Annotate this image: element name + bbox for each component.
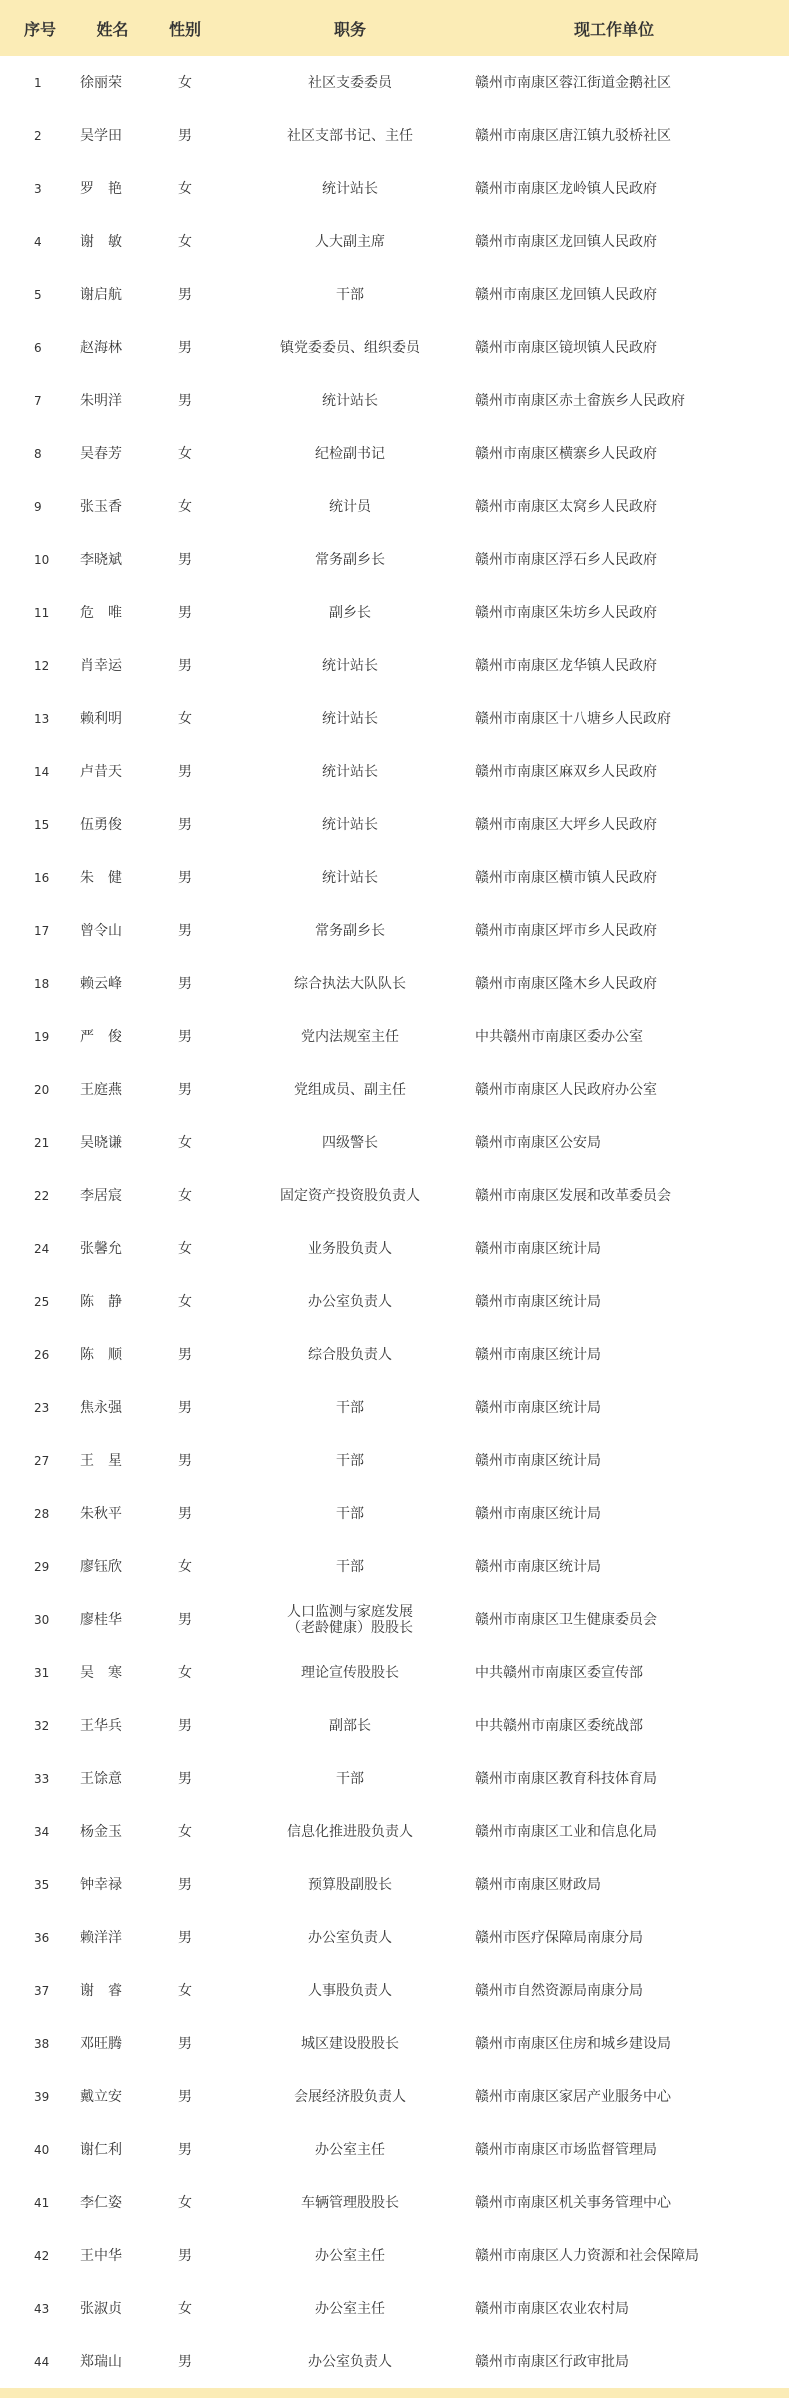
cell-gender: 男 [178, 2035, 192, 2052]
cell-gender: 男 [178, 1611, 192, 1628]
table-row [0, 1381, 789, 1434]
cell-no: 5 [34, 287, 42, 302]
cell-no: 18 [34, 976, 50, 991]
cell-no: 13 [34, 711, 50, 726]
cell-unit: 中共赣州市南康区委宣传部 [475, 1664, 643, 1681]
cell-no: 42 [34, 2248, 50, 2263]
cell-unit: 赣州市南康区赤土畲族乡人民政府 [475, 392, 685, 409]
table-row [0, 1434, 789, 1487]
cell-duty: 办公室主任 [315, 2141, 385, 2158]
cell-name: 焦永强 [80, 1399, 122, 1416]
cell-unit: 赣州市医疗保障局南康分局 [475, 1929, 643, 1946]
header-duty: 职务 [333, 19, 366, 39]
table-row [0, 2017, 789, 2070]
cell-gender: 女 [178, 1982, 192, 1999]
table-row [0, 851, 789, 904]
cell-name: 赖利明 [80, 710, 122, 727]
cell-unit: 赣州市南康区统计局 [475, 1240, 601, 1257]
cell-no: 23 [34, 1400, 50, 1415]
cell-no: 19 [34, 1029, 50, 1044]
table-row [0, 215, 789, 268]
cell-unit: 赣州市南康区朱坊乡人民政府 [475, 604, 657, 621]
cell-no: 39 [34, 2089, 50, 2104]
cell-no: 20 [34, 1082, 50, 1097]
cell-name: 杨金玉 [80, 1823, 122, 1840]
table-header [0, 0, 789, 56]
table-row [0, 2282, 789, 2335]
table-row [0, 374, 789, 427]
cell-no: 15 [34, 817, 50, 832]
cell-duty: 业务股负责人 [308, 1240, 392, 1257]
table-row [0, 1222, 789, 1275]
cell-gender: 男 [178, 2353, 192, 2370]
table-body [0, 56, 789, 2388]
cell-duty: 社区支部书记、主任 [287, 127, 413, 144]
cell-gender: 男 [178, 869, 192, 886]
cell-no: 4 [34, 234, 42, 249]
cell-duty: 办公室负责人 [308, 1929, 392, 1946]
cell-duty: 社区支委委员 [308, 74, 392, 91]
cell-duty: 常务副乡长 [315, 922, 385, 939]
cell-duty: 会展经济股负责人 [294, 2088, 406, 2105]
cell-unit: 赣州市南康区太窝乡人民政府 [475, 498, 657, 515]
cell-gender: 男 [178, 1505, 192, 1522]
cell-name: 吴春芳 [80, 445, 122, 462]
table-row [0, 1964, 789, 2017]
cell-gender: 女 [178, 445, 192, 462]
cell-duty: 统计站长 [322, 710, 378, 727]
cell-gender: 男 [178, 1929, 192, 1946]
cell-duty: 办公室主任 [315, 2300, 385, 2317]
cell-gender: 男 [178, 2141, 192, 2158]
cell-unit: 赣州市南康区行政审批局 [475, 2353, 629, 2370]
cell-duty: 常务副乡长 [315, 551, 385, 568]
cell-unit: 赣州市南康区坪市乡人民政府 [475, 922, 657, 939]
cell-gender: 女 [178, 233, 192, 250]
cell-duty: 干部 [336, 1452, 364, 1469]
cell-no: 32 [34, 1718, 50, 1733]
cell-name: 罗 艳 [80, 180, 122, 197]
cell-no: 16 [34, 870, 50, 885]
cell-gender: 男 [178, 657, 192, 674]
cell-gender: 男 [178, 2088, 192, 2105]
cell-name: 王 星 [80, 1452, 122, 1469]
cell-unit: 赣州市南康区工业和信息化局 [475, 1823, 657, 1840]
cell-no: 30 [34, 1612, 50, 1627]
cell-duty: 干部 [336, 1399, 364, 1416]
cell-gender: 男 [178, 2247, 192, 2264]
cell-unit: 赣州市南康区市场监督管理局 [475, 2141, 657, 2158]
cell-name: 谢仁利 [80, 2141, 122, 2158]
cell-no: 37 [34, 1983, 50, 1998]
cell-duty: 综合执法大队队长 [294, 975, 406, 992]
cell-no: 3 [34, 181, 42, 196]
cell-duty: 统计站长 [322, 657, 378, 674]
cell-no: 31 [34, 1665, 50, 1680]
table-row [0, 268, 789, 321]
cell-duty: 固定资产投资股负责人 [280, 1187, 420, 1204]
cell-gender: 男 [178, 1452, 192, 1469]
cell-no: 6 [34, 340, 42, 355]
table-row [0, 1858, 789, 1911]
table-row [0, 1646, 789, 1699]
cell-name: 廖桂华 [80, 1611, 122, 1628]
table-row [0, 1116, 789, 1169]
cell-no: 36 [34, 1930, 50, 1945]
cell-no: 25 [34, 1294, 50, 1309]
cell-duty: 人口监测与家庭发展 （老龄健康）股股长 [287, 1603, 413, 1636]
cell-unit: 赣州市南康区财政局 [475, 1876, 601, 1893]
cell-gender: 男 [178, 551, 192, 568]
cell-no: 38 [34, 2036, 50, 2051]
cell-no: 2 [34, 128, 42, 143]
cell-duty: 干部 [336, 1770, 364, 1787]
cell-gender: 男 [178, 1028, 192, 1045]
cell-gender: 女 [178, 1823, 192, 1840]
cell-name: 严 俊 [80, 1028, 122, 1045]
header-no: 序号 [23, 19, 56, 39]
cell-name: 朱秋平 [80, 1505, 122, 1522]
table-row [0, 2229, 789, 2282]
cell-gender: 女 [178, 1293, 192, 1310]
table-row [0, 162, 789, 215]
cell-gender: 男 [178, 339, 192, 356]
table-row [0, 1328, 789, 1381]
cell-duty: 副部长 [329, 1717, 371, 1734]
table-row [0, 1805, 789, 1858]
cell-unit: 赣州市南康区统计局 [475, 1452, 601, 1469]
cell-unit: 赣州市南康区麻双乡人民政府 [475, 763, 657, 780]
cell-name: 张玉香 [80, 498, 122, 515]
cell-name: 陈 顺 [80, 1346, 122, 1363]
cell-name: 钟幸禄 [80, 1876, 122, 1893]
cell-duty: 副乡长 [329, 604, 371, 621]
cell-duty: 统计站长 [322, 816, 378, 833]
cell-gender: 男 [178, 1081, 192, 1098]
cell-name: 郑瑞山 [80, 2353, 122, 2370]
cell-duty: 四级警长 [322, 1134, 378, 1151]
cell-name: 朱明洋 [80, 392, 122, 409]
cell-duty: 车辆管理股股长 [301, 2194, 399, 2211]
table-row [0, 1169, 789, 1222]
cell-gender: 女 [178, 1134, 192, 1151]
cell-name: 张淑贞 [80, 2300, 122, 2317]
cell-unit: 赣州市南康区大坪乡人民政府 [475, 816, 657, 833]
cell-name: 王华兵 [80, 1717, 122, 1734]
cell-name: 谢 睿 [80, 1982, 122, 1999]
cell-name: 吴学田 [80, 127, 122, 144]
cell-unit: 赣州市南康区镜坝镇人民政府 [475, 339, 657, 356]
table-row [0, 1275, 789, 1328]
table-row [0, 109, 789, 162]
table-row [0, 321, 789, 374]
cell-unit: 赣州市南康区住房和城乡建设局 [475, 2035, 671, 2052]
cell-name: 李晓斌 [80, 551, 122, 568]
cell-no: 26 [34, 1347, 50, 1362]
cell-no: 12 [34, 658, 50, 673]
table-row [0, 480, 789, 533]
cell-unit: 赣州市南康区机关事务管理中心 [475, 2194, 671, 2211]
cell-no: 21 [34, 1135, 50, 1150]
cell-no: 27 [34, 1453, 50, 1468]
cell-unit: 赣州市南康区横寨乡人民政府 [475, 445, 657, 462]
cell-duty: 办公室负责人 [308, 2353, 392, 2370]
cell-duty: 人大副主席 [315, 233, 385, 250]
cell-unit: 赣州市南康区龙回镇人民政府 [475, 233, 657, 250]
cell-duty: 干部 [336, 286, 364, 303]
table-row [0, 1063, 789, 1116]
cell-gender: 男 [178, 392, 192, 409]
cell-no: 22 [34, 1188, 50, 1203]
cell-name: 谢启航 [80, 286, 122, 303]
cell-name: 徐丽荣 [80, 74, 122, 91]
cell-name: 曾令山 [80, 922, 122, 939]
cell-duty: 纪检副书记 [315, 445, 385, 462]
cell-unit: 赣州市南康区唐江镇九驳桥社区 [475, 127, 671, 144]
cell-gender: 男 [178, 975, 192, 992]
cell-unit: 赣州市南康区农业农村局 [475, 2300, 629, 2317]
cell-unit: 赣州市南康区人力资源和社会保障局 [475, 2247, 699, 2264]
cell-no: 17 [34, 923, 50, 938]
bottom-bar [0, 2388, 789, 2398]
cell-gender: 男 [178, 816, 192, 833]
table-row [0, 427, 789, 480]
cell-name: 戴立安 [80, 2088, 122, 2105]
cell-name: 肖幸运 [80, 657, 122, 674]
header-gender: 性别 [168, 19, 201, 39]
cell-gender: 女 [178, 1187, 192, 1204]
cell-no: 24 [34, 1241, 50, 1256]
cell-no: 35 [34, 1877, 50, 1892]
table-row [0, 1487, 789, 1540]
cell-gender: 女 [178, 1240, 192, 1257]
cell-unit: 赣州市南康区发展和改革委员会 [475, 1187, 671, 1204]
cell-no: 44 [34, 2354, 50, 2369]
cell-unit: 中共赣州市南康区委统战部 [475, 1717, 643, 1734]
cell-unit: 赣州市南康区统计局 [475, 1293, 601, 1310]
cell-no: 7 [34, 393, 42, 408]
table-row [0, 745, 789, 798]
cell-unit: 中共赣州市南康区委办公室 [475, 1028, 643, 1045]
cell-name: 吴晓谦 [80, 1134, 122, 1151]
table-row [0, 639, 789, 692]
cell-duty: 党内法规室主任 [301, 1028, 399, 1045]
cell-unit: 赣州市南康区统计局 [475, 1346, 601, 1363]
cell-name: 廖钰欣 [80, 1558, 122, 1575]
table-row [0, 2335, 789, 2388]
cell-gender: 女 [178, 180, 192, 197]
cell-name: 陈 静 [80, 1293, 122, 1310]
cell-name: 王中华 [80, 2247, 122, 2264]
cell-no: 34 [34, 1824, 50, 1839]
cell-duty: 综合股负责人 [308, 1346, 392, 1363]
cell-duty: 预算股副股长 [308, 1876, 392, 1893]
cell-unit: 赣州市南康区浮石乡人民政府 [475, 551, 657, 568]
cell-name: 李仁姿 [80, 2194, 122, 2211]
cell-unit: 赣州市南康区龙回镇人民政府 [475, 286, 657, 303]
cell-name: 张馨允 [80, 1240, 122, 1257]
cell-unit: 赣州市南康区家居产业服务中心 [475, 2088, 671, 2105]
cell-no: 11 [34, 605, 50, 620]
cell-gender: 女 [178, 498, 192, 515]
cell-name: 赖洋洋 [80, 1929, 122, 1946]
cell-gender: 女 [178, 2194, 192, 2211]
cell-unit: 赣州市南康区公安局 [475, 1134, 601, 1151]
cell-duty: 统计站长 [322, 763, 378, 780]
table-row [0, 798, 789, 851]
cell-duty: 统计员 [329, 498, 371, 515]
cell-gender: 男 [178, 1399, 192, 1416]
cell-name: 吴 寒 [80, 1664, 122, 1681]
cell-duty: 城区建设股股长 [301, 2035, 399, 2052]
table-row [0, 904, 789, 957]
cell-no: 14 [34, 764, 50, 779]
cell-unit: 赣州市南康区隆木乡人民政府 [475, 975, 657, 992]
cell-no: 41 [34, 2195, 50, 2210]
cell-no: 40 [34, 2142, 50, 2157]
cell-name: 王馀意 [80, 1770, 122, 1787]
cell-name: 朱 健 [80, 869, 122, 886]
header-unit: 现工作单位 [574, 19, 655, 39]
table-row [0, 586, 789, 639]
table-row [0, 1911, 789, 1964]
cell-no: 1 [34, 75, 42, 90]
cell-duty: 统计站长 [322, 869, 378, 886]
table-row [0, 2070, 789, 2123]
cell-duty: 干部 [336, 1558, 364, 1575]
table-row [0, 2123, 789, 2176]
table-row [0, 1540, 789, 1593]
cell-gender: 女 [178, 710, 192, 727]
cell-duty: 办公室主任 [315, 2247, 385, 2264]
cell-name: 邓旺腾 [80, 2035, 122, 2052]
cell-duty: 镇党委委员、组织委员 [280, 339, 420, 356]
table-row [0, 56, 789, 109]
cell-unit: 赣州市南康区横市镇人民政府 [475, 869, 657, 886]
table-row [0, 957, 789, 1010]
table-row [0, 1699, 789, 1752]
cell-unit: 赣州市南康区统计局 [475, 1399, 601, 1416]
cell-gender: 女 [178, 74, 192, 91]
cell-gender: 女 [178, 1558, 192, 1575]
cell-gender: 男 [178, 1717, 192, 1734]
cell-unit: 赣州市南康区人民政府办公室 [475, 1081, 657, 1098]
cell-unit: 赣州市南康区十八塘乡人民政府 [475, 710, 671, 727]
cell-duty: 办公室负责人 [308, 1293, 392, 1310]
cell-gender: 男 [178, 763, 192, 780]
cell-name: 赖云峰 [80, 975, 122, 992]
cell-no: 33 [34, 1771, 50, 1786]
cell-duty: 统计站长 [322, 392, 378, 409]
cell-duty: 统计站长 [322, 180, 378, 197]
header-name: 姓名 [96, 19, 129, 39]
cell-unit: 赣州市南康区龙岭镇人民政府 [475, 180, 657, 197]
cell-name: 危 唯 [80, 604, 122, 621]
header-row [0, 0, 789, 56]
cell-gender: 男 [178, 604, 192, 621]
table-row [0, 1593, 789, 1646]
table-row [0, 692, 789, 745]
cell-duty: 信息化推进股负责人 [287, 1823, 413, 1840]
cell-unit: 赣州市自然资源局南康分局 [475, 1982, 643, 1999]
cell-unit: 赣州市南康区卫生健康委员会 [475, 1611, 657, 1628]
cell-no: 9 [34, 499, 42, 514]
cell-gender: 女 [178, 2300, 192, 2317]
cell-duty: 干部 [336, 1505, 364, 1522]
cell-no: 43 [34, 2301, 50, 2316]
cell-duty: 党组成员、副主任 [294, 1081, 406, 1098]
cell-gender: 女 [178, 1664, 192, 1681]
cell-duty: 理论宣传股股长 [301, 1664, 399, 1681]
table-row [0, 533, 789, 586]
cell-name: 伍勇俊 [80, 816, 122, 833]
cell-unit: 赣州市南康区统计局 [475, 1505, 601, 1522]
cell-gender: 男 [178, 1346, 192, 1363]
table-row [0, 1752, 789, 1805]
cell-no: 28 [34, 1506, 50, 1521]
cell-no: 8 [34, 446, 42, 461]
table-row [0, 1010, 789, 1063]
cell-name: 赵海林 [80, 339, 122, 356]
cell-name: 王庭燕 [80, 1081, 122, 1098]
cell-duty: 人事股负责人 [308, 1982, 392, 1999]
cell-unit: 赣州市南康区蓉江街道金鹅社区 [475, 74, 671, 91]
cell-no: 29 [34, 1559, 50, 1574]
cell-name: 卢昔天 [80, 763, 122, 780]
cell-gender: 男 [178, 922, 192, 939]
cell-unit: 赣州市南康区统计局 [475, 1558, 601, 1575]
cell-no: 10 [34, 552, 50, 567]
cell-gender: 男 [178, 1770, 192, 1787]
cell-gender: 男 [178, 286, 192, 303]
cell-gender: 男 [178, 1876, 192, 1893]
cell-unit: 赣州市南康区教育科技体育局 [475, 1770, 657, 1787]
cell-name: 谢 敏 [80, 233, 122, 250]
cell-unit: 赣州市南康区龙华镇人民政府 [475, 657, 657, 674]
cell-gender: 男 [178, 127, 192, 144]
cell-name: 李居宸 [80, 1187, 122, 1204]
table-row [0, 2176, 789, 2229]
